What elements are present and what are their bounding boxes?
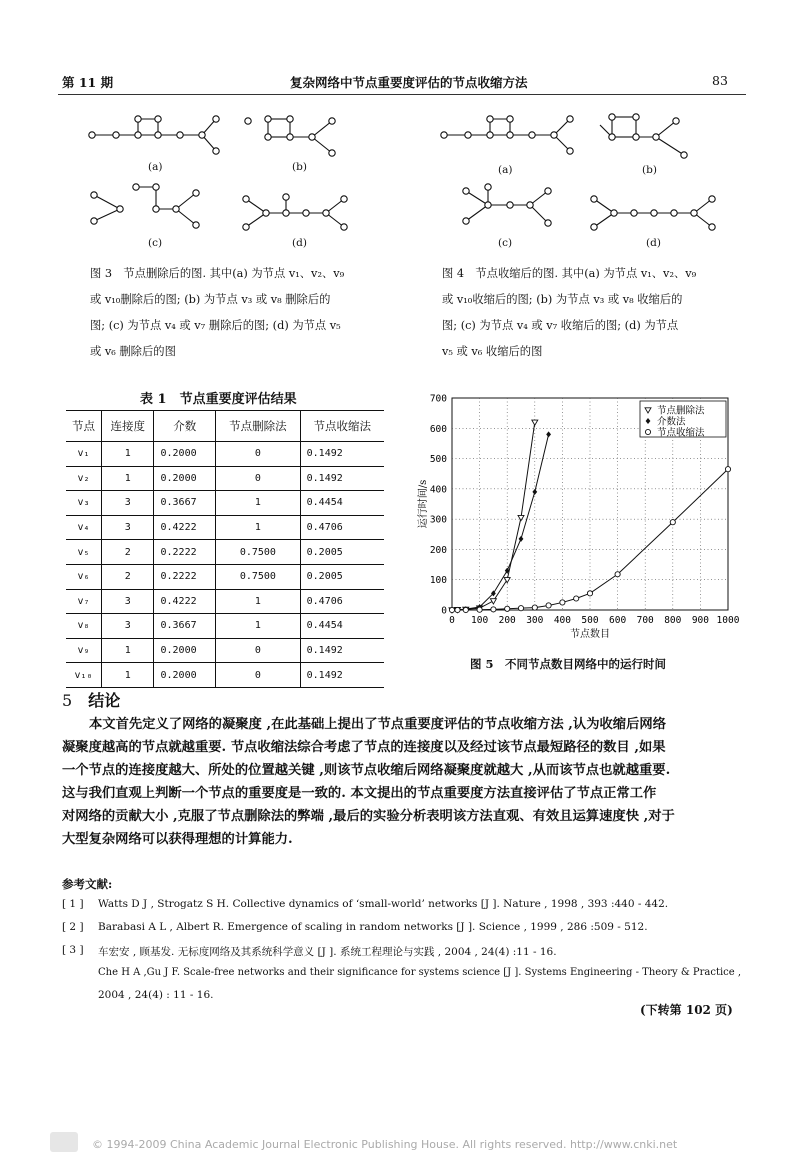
y-tick-label: 100 (429, 575, 447, 587)
fig3-label-c: (c) (148, 237, 163, 249)
y-tick-label: 500 (429, 454, 447, 466)
fig4-label-a: (a) (498, 164, 513, 176)
x-tick-label: 600 (609, 615, 627, 626)
data-point (519, 536, 524, 542)
section-heading: 5 结论 (62, 691, 121, 710)
table-cell: v₇ (66, 589, 102, 614)
table-cell: 0.2005 (300, 564, 384, 589)
fig4-label-b: (b) (642, 164, 657, 176)
table-cell: 1 (216, 589, 301, 614)
table-header-cell: 介数 (154, 411, 216, 442)
table-row (66, 614, 384, 639)
table-cell: 1 (102, 442, 154, 467)
data-point (574, 596, 579, 601)
table-cell: 2 (102, 540, 154, 565)
table-cell: v₅ (66, 540, 102, 565)
table-header-cell: 节点 (66, 411, 102, 442)
page-number: 83 (712, 73, 728, 88)
table-cell: 1 (102, 466, 154, 491)
graph-4d (591, 196, 715, 230)
data-point (491, 607, 496, 612)
table-cell: 1 (216, 491, 301, 516)
fig3-label-b: (b) (292, 161, 307, 173)
table-row (66, 442, 384, 467)
results-table (66, 410, 384, 688)
graph-4a (441, 116, 573, 154)
table-cell: 0.2000 (154, 638, 216, 663)
table-cell: v₆ (66, 564, 102, 589)
table-row (66, 638, 384, 663)
data-point (725, 467, 730, 472)
table-row (66, 564, 384, 589)
y-axis-label: 运行时间/s (418, 479, 429, 529)
header-rule (58, 94, 746, 95)
table-cell: 0.1492 (300, 442, 384, 467)
table-1-title: 表 1 节点重要度评估结果 (140, 392, 297, 407)
table-cell: 0.2000 (154, 663, 216, 688)
graph-3d (243, 194, 347, 230)
table-cell: 2 (102, 564, 154, 589)
table-row (66, 540, 384, 565)
data-point (615, 572, 620, 577)
x-tick-label: 300 (526, 615, 544, 626)
y-tick-label: 400 (429, 484, 447, 496)
table-row (66, 466, 384, 491)
table-cell: 0.4222 (154, 515, 216, 540)
table-header-cell: 节点删除法 (216, 411, 301, 442)
table-cell: 1 (216, 515, 301, 540)
data-point (532, 420, 538, 425)
table-cell: 0.4706 (300, 589, 384, 614)
table-header-cell: 连接度 (102, 411, 154, 442)
figure-3-caption: 图 3 节点删除后的图. 其中(a) 为节点 v₁、v₂、v₉ 或 v₁₀删除后的图; (b) 为节点 v₃ 或 v₈ 删除后的 图; (c) 为节点 v₄ 或 v₇ 删除后的图; (d) 为节点 v₅ 或 v₆ 删除后的图 (90, 267, 345, 358)
fig3-label-d: (d) (292, 237, 307, 249)
table-cell: 0.7500 (216, 540, 301, 565)
data-point (505, 606, 510, 611)
figure-4-graphs (432, 105, 742, 255)
graph-3b (245, 116, 335, 156)
x-tick-label: 700 (636, 615, 654, 626)
data-point (463, 607, 468, 612)
table-cell: v₁ (66, 442, 102, 467)
table-cell: 0.2000 (154, 466, 216, 491)
table-cell: 0.1492 (300, 663, 384, 688)
data-point (477, 607, 482, 612)
table-cell: 3 (102, 614, 154, 639)
table-row (66, 589, 384, 614)
graph-4c (463, 184, 551, 226)
fig4-label-c: (c) (498, 237, 513, 249)
table-row (66, 663, 384, 688)
graph-3c (91, 184, 199, 228)
series-line (452, 469, 728, 610)
table-row (66, 515, 384, 540)
x-tick-label: 500 (581, 615, 599, 626)
table-cell: v₈ (66, 614, 102, 639)
data-point (546, 603, 551, 608)
series-line (452, 434, 549, 610)
table-cell: 0.2000 (154, 442, 216, 467)
table-cell: 0.3667 (154, 614, 216, 639)
table-cell: v₉ (66, 638, 102, 663)
table-cell: 3 (102, 515, 154, 540)
figure-4-caption: 图 4 节点收缩后的图. 其中(a) 为节点 v₁、v₂、v₉ 或 v₁₀收缩后的图; (b) 为节点 v₃ 或 v₈ 收缩后的 图; (c) 为节点 v₄ 或 v₇ 收缩后的图; (d) 为节点 v₅ 或 v₆ 收缩后的图 (442, 267, 697, 358)
runtime-chart (412, 388, 742, 646)
data-point (455, 607, 460, 612)
table-cell: 0.1492 (300, 466, 384, 491)
table-cell: 0.4706 (300, 515, 384, 540)
fig3-label-a: (a) (148, 161, 163, 173)
x-tick-label: 400 (553, 615, 571, 626)
table-cell: 0.2222 (154, 564, 216, 589)
y-tick-label: 300 (429, 514, 447, 526)
fig4-label-d: (d) (646, 237, 661, 249)
x-axis-label: 节点数目 (570, 629, 610, 640)
cnki-logo (50, 1132, 78, 1152)
table-cell: 0.4454 (300, 491, 384, 516)
running-title: 复杂网络中节点重要度评估的节点收缩方法 (290, 75, 528, 90)
table-cell: 3 (102, 589, 154, 614)
table-header-cell: 节点收缩法 (300, 411, 384, 442)
data-point (490, 599, 496, 604)
legend-marker (645, 429, 650, 434)
data-point (532, 489, 537, 495)
x-tick-label: 100 (471, 615, 489, 626)
table-cell: v₁₀ (66, 663, 102, 688)
data-point (587, 591, 592, 596)
issue-number: 第 11 期 (62, 75, 114, 90)
figure-5-caption: 图 5 不同节点数目网络中的运行时间 (470, 657, 667, 671)
table-cell: 0.2222 (154, 540, 216, 565)
copyright-footer: © 1994-2009 China Academic Journal Electronic Publishing House. All rights reserved. http://www.cnki.net (92, 1138, 678, 1151)
references-title: 参考文献: (62, 877, 113, 891)
table-cell: 0 (216, 638, 301, 663)
table-cell: 1 (102, 663, 154, 688)
table-cell: 0.7500 (216, 564, 301, 589)
x-tick-label: 200 (498, 615, 516, 626)
data-point (504, 578, 510, 583)
table-cell: 1 (216, 614, 301, 639)
graph-3a (89, 116, 219, 154)
graph-4b (600, 114, 687, 158)
table-cell: 1 (102, 638, 154, 663)
data-point (518, 515, 524, 520)
table-cell: 0 (216, 442, 301, 467)
table-row (66, 491, 384, 516)
continued-note: (下转第 102 页) (640, 1003, 733, 1017)
table-cell: 0.4454 (300, 614, 384, 639)
table-cell: 0 (216, 663, 301, 688)
data-point (532, 605, 537, 610)
conclusion-body: 本文首先定义了网络的凝聚度 ,在此基础上提出了节点重要度评估的节点收缩方法 ,认为收缩后网络 凝聚度越高的节点就越重要. 节点收缩法综合考虑了节点的连接度以及经过该节点最短路径的数目 ,如果 一个节点的连接度越大、所处的位置越关键 ,则该节点收缩后网络凝聚度就越大 ,从而该节点也就越重要. 这与我们直观上判断一个节点的重要度是一致的. 本文提出的节点重要度方法直接评估了节点正常工作 对网络的贡献大小 ,克服了节点删除法的弊端 ,最后的实验分析表明该方法直观、有效且运算速度快 ,对于 大型复杂网络可以获得理想的计算能力. (62, 717, 675, 847)
table-cell: 3 (102, 491, 154, 516)
data-point (449, 607, 454, 612)
y-tick-label: 700 (429, 393, 447, 405)
table-cell: 0.3667 (154, 491, 216, 516)
legend-label: 节点删除法 (657, 405, 705, 417)
data-point (546, 431, 551, 437)
x-tick-label: 800 (664, 615, 682, 626)
legend-label: 介数法 (657, 416, 686, 428)
x-tick-label: 900 (691, 615, 709, 626)
table-cell: v₂ (66, 466, 102, 491)
y-tick-label: 0 (441, 605, 447, 617)
table-cell: v₃ (66, 491, 102, 516)
y-tick-label: 200 (429, 544, 447, 556)
x-tick-label: 1000 (716, 615, 740, 626)
table-cell: v₄ (66, 515, 102, 540)
table-cell: 0.2005 (300, 540, 384, 565)
table-cell: 0.1492 (300, 638, 384, 663)
data-point (670, 520, 675, 525)
figure-3-graphs (80, 105, 390, 255)
y-tick-label: 600 (429, 423, 447, 435)
table-cell: 0.4222 (154, 589, 216, 614)
legend-label: 节点收缩法 (657, 427, 705, 439)
x-tick-label: 0 (449, 615, 455, 626)
data-point (560, 600, 565, 605)
table-cell: 0 (216, 466, 301, 491)
data-point (518, 606, 523, 611)
